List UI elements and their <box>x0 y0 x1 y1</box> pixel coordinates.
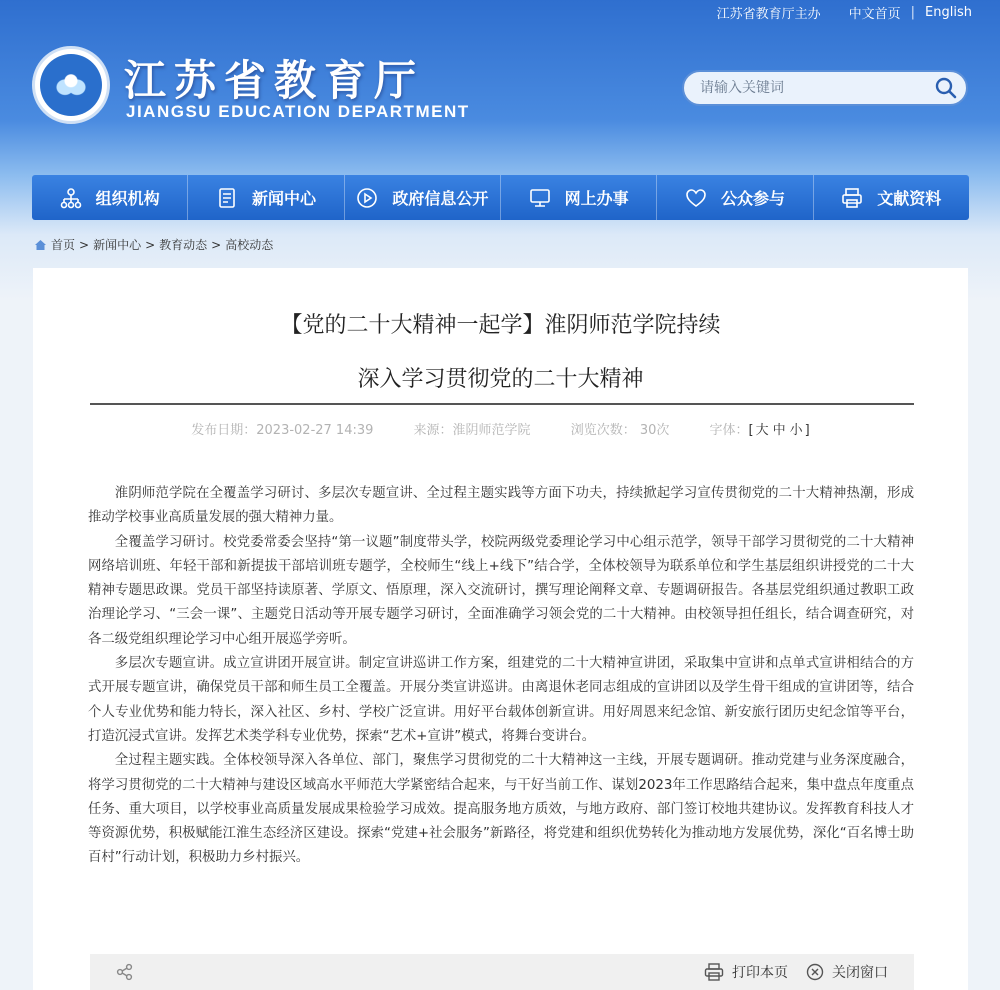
breadcrumb-college-news[interactable]: 高校动态 <box>225 238 274 252</box>
nav-label: 网上办事 <box>564 189 629 208</box>
article-title-line1: 【党的二十大精神一起学】淮阴师范学院持续 <box>280 313 721 338</box>
nav-item-documents[interactable] <box>814 175 969 220</box>
publish-date: 发布日期：2023-02-27 14:39 <box>191 423 374 438</box>
article-source: 来源：淮阴师范学院 <box>413 423 531 438</box>
print-label: 打印本页 <box>732 965 788 981</box>
breadcrumb-sep: > <box>79 237 90 252</box>
print-button[interactable] <box>704 962 788 982</box>
paragraph: 多层次专题宣讲。成立宣讲团开展宣讲。制定宣讲巡讲工作方案，组建党的二十大精神宣讲团，采取集中宣讲和点单式宣讲相结合的方式开展专题宣讲，确保党员干部和师生员工全覆盖。开展分类宣讲巡讲。由离退休老同志组成的宣讲团以及学生骨干组成的宣讲团等，结合个人专业优势和能力特长，深入社区、乡村、学校广泛宣讲。用好平台载体创新宣讲。用好周恩来纪念馆、新安旅行团历史纪念馆等平台，打造沉浸式宣讲。发挥艺术类学科专业优势，探索“艺术+宣讲”模式，将舞台变讲台。 <box>88 656 914 744</box>
sponsor-text: 江苏省教育厅主办 <box>716 6 821 22</box>
printer-doc-icon <box>841 187 863 209</box>
font-small-button[interactable]: 小 <box>789 423 803 438</box>
bracket: ] <box>804 423 810 438</box>
close-label: 关闭窗口 <box>832 965 888 981</box>
site-subtitle: JIANGSU EDUCATION DEPARTMENT <box>126 102 470 121</box>
paragraph: 全覆盖学习研讨。校党委常委会坚持“第一议题”制度带头学，校院两级党委理论学习中心组示范学，领导干部学习贯彻党的二十大精神网络培训班、年轻干部和新提拔干部培训班专题学，全校师生“线上+线下”结合学，全体校领导为联系单位和学生基层组织讲授党的二十大精神专题思政课。党员干部坚持读原著、学原文、悟原理，深入交流研讨，撰写理论阐释文章、专题调研报告。各基层党组织通过教职工政治理论学习、“三会一课”、主题党日活动等开展专题学习研讨，全面准确学习领会党的二十大精神。由校领导担任组长，结合调查研究，对各二级党组织理论学习中心组开展巡学旁听。 <box>88 534 914 647</box>
article-body <box>88 482 914 871</box>
printer-icon <box>704 963 724 981</box>
play-circle-icon <box>356 187 378 209</box>
heart-icon <box>685 187 707 209</box>
document-icon <box>216 187 238 209</box>
font-size-controls <box>749 423 810 438</box>
paragraph: 全过程主题实践。全体校领导深入各单位、部门，聚焦学习贯彻党的二十大精神这一主线，开展专题调研。推动党建与业务深度融合，将学习贯彻党的二十大精神与建设区域高水平师范大学紧密结合起来，与干好当前工作、谋划2023年工作思路结合起来，集中盘点年度重点任务、重大项目，以学校事业高质量发展成果检验学习成效。提高服务地方质效，与地方政府、部门签订校地共建协议。发挥教育科技人才等资源优势，积极赋能江淮生态经济区建设。探索“党建+社会服务”新路径，将党建和组织优势转化为推动地方发展优势，深化“百名博士助百村”行动计划，积极助力乡村振兴。 <box>88 753 914 866</box>
font-medium-button[interactable]: 中 <box>772 423 786 438</box>
breadcrumb-news[interactable]: 新闻中心 <box>93 238 142 252</box>
article-toolbar <box>90 954 914 990</box>
article-title-line2: 深入学习贯彻党的二十大精神 <box>357 367 644 392</box>
nav-label: 新闻中心 <box>251 189 316 208</box>
chinese-home-link[interactable]: 中文首页 <box>848 6 901 22</box>
article-panel <box>33 268 968 990</box>
nav-item-news[interactable] <box>188 175 344 220</box>
nav-label: 政府信息公开 <box>392 189 489 208</box>
separator: | <box>910 4 916 20</box>
monitor-icon <box>529 187 551 209</box>
org-chart-icon <box>60 187 82 209</box>
nav-item-public-participation[interactable] <box>657 175 813 220</box>
search-input[interactable] <box>684 80 926 96</box>
logo-emblem-icon <box>40 54 102 116</box>
title-divider <box>90 403 914 405</box>
breadcrumb-sep: > <box>211 237 222 252</box>
close-window-button[interactable] <box>806 962 888 982</box>
top-utility-bar <box>717 0 972 24</box>
breadcrumb-edu-news[interactable]: 教育动态 <box>159 238 208 252</box>
home-icon <box>34 239 47 251</box>
nav-label: 组织机构 <box>95 189 160 208</box>
bracket: [ <box>748 423 754 438</box>
article-meta <box>33 419 968 438</box>
english-link[interactable]: English <box>925 4 972 20</box>
nav-item-organization[interactable] <box>32 175 188 220</box>
font-size-label: 字体： <box>709 423 749 438</box>
share-icon <box>116 963 134 981</box>
search-button[interactable] <box>926 72 966 104</box>
search-box <box>682 70 968 106</box>
close-circle-icon <box>806 963 824 981</box>
site-title: 江苏省教育厅 <box>124 56 425 105</box>
main-nav <box>32 175 969 220</box>
view-count: 浏览次数： 30次 <box>570 423 670 438</box>
breadcrumb-home[interactable]: 首页 <box>51 238 76 252</box>
share-button[interactable] <box>116 963 134 981</box>
nav-label: 公众参与 <box>720 189 785 208</box>
paragraph: 淮阴师范学院在全覆盖学习研讨、多层次专题宣讲、全过程主题实践等方面下功夫，持续掀起学习宣传贯彻党的二十大精神热潮，形成推动学校事业高质量发展的强大精神力量。 <box>88 486 914 526</box>
nav-item-online-services[interactable] <box>501 175 657 220</box>
nav-item-gov-info[interactable] <box>345 175 501 220</box>
site-logo[interactable] <box>32 46 110 124</box>
font-large-button[interactable]: 大 <box>755 423 769 438</box>
breadcrumb-sep: > <box>145 237 156 252</box>
breadcrumb <box>34 236 273 253</box>
search-icon <box>935 77 957 99</box>
nav-label: 文献资料 <box>877 189 942 208</box>
